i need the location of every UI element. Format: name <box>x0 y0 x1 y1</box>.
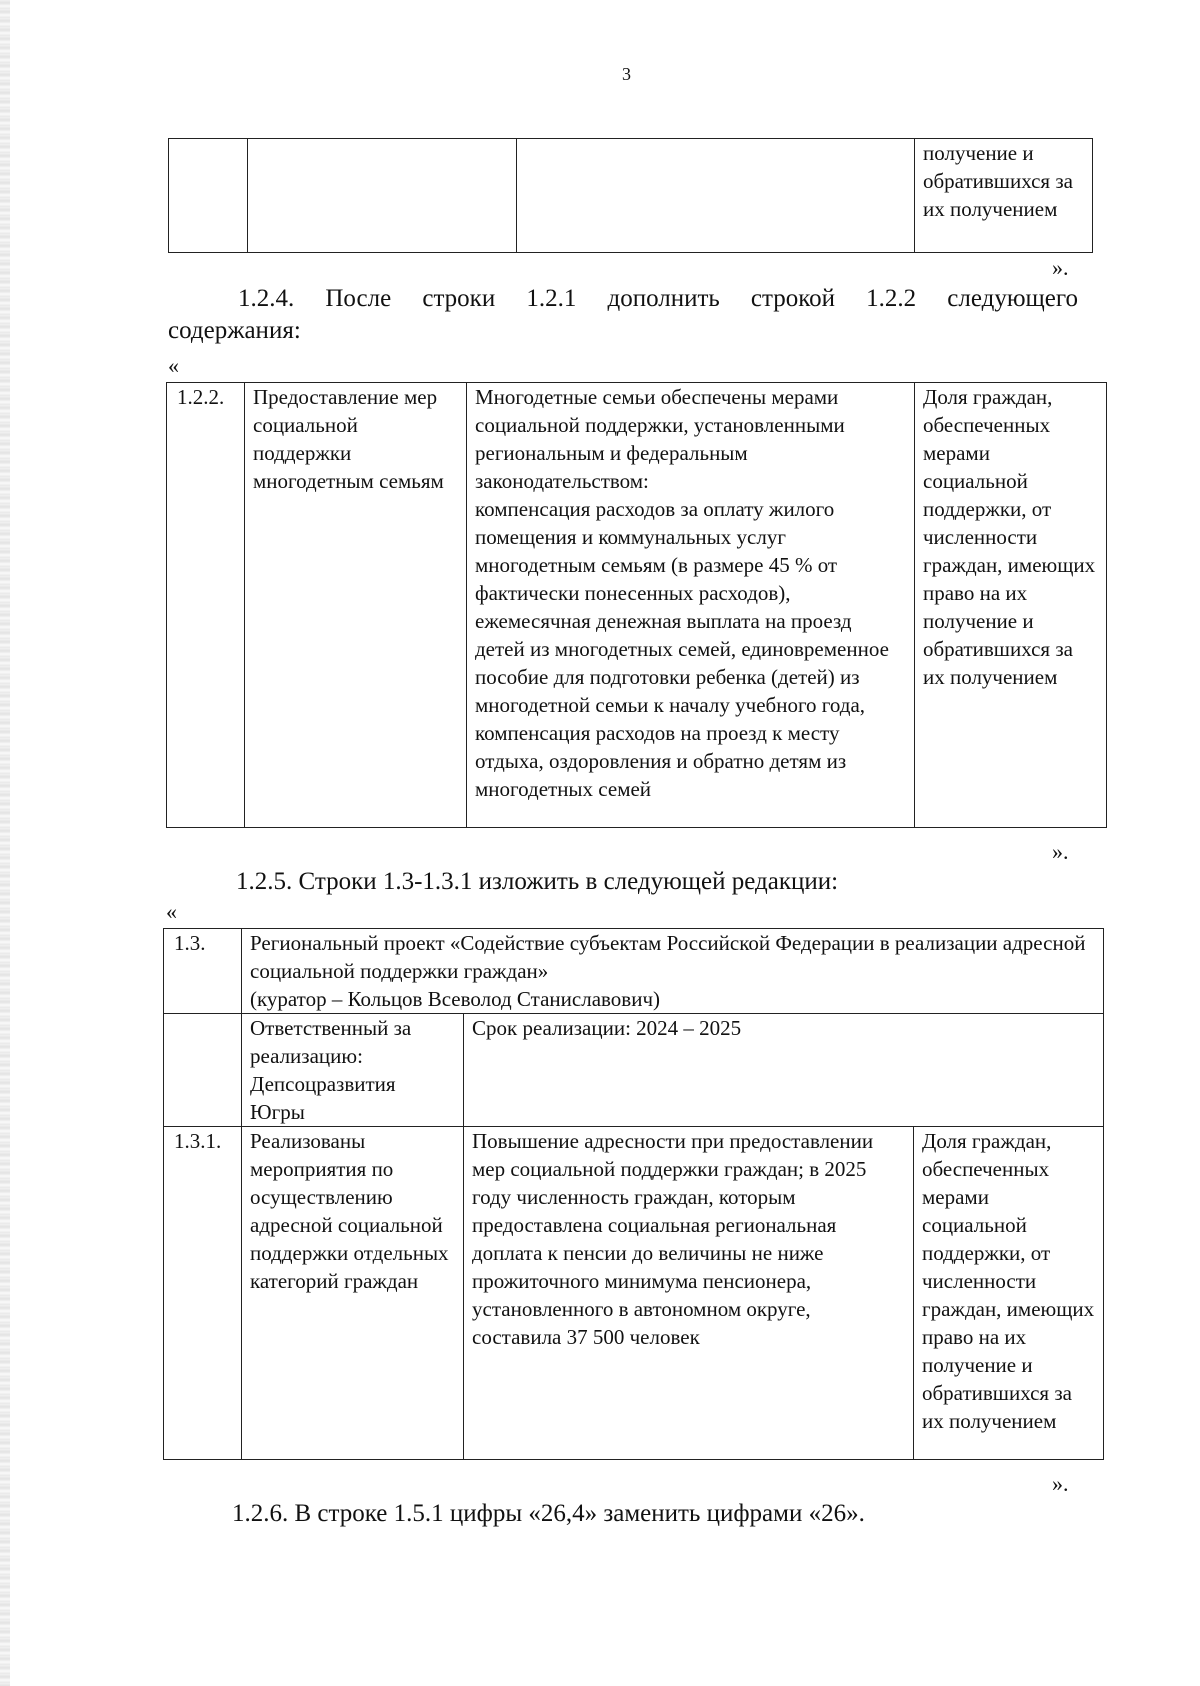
paragraph-1-2-6: 1.2.6. В строке 1.5.1 цифры «26,4» заменить цифрами «26». <box>232 1500 865 1527</box>
table-cell-empty <box>517 139 915 253</box>
table-cell-empty <box>169 139 248 253</box>
project-title: Региональный проект «Содействие субъектам Российской Федерации в реализации адресной социальной поддержки граждан» <box>250 931 1086 983</box>
table-row <box>169 139 1093 253</box>
table-row <box>164 1014 1104 1127</box>
page-number: 3 <box>622 64 631 84</box>
paragraph-line: содержания: <box>168 317 301 344</box>
result-text: Многодетные семьи обеспечены мерами социальной поддержки, установленными региональным и федеральным законодательством: <box>475 385 845 493</box>
row-number: 1.2.2. <box>167 383 245 828</box>
measure-name: Реализованы мероприятия по осуществлению адресной социальной поддержки отдельных категорий граждан <box>242 1127 464 1460</box>
indicator: Доля граждан, обеспеченных мерами социальной поддержки, от численности граждан, имеющих право на их получение и обратившихся за их получением <box>914 1127 1104 1460</box>
row-number: 1.3. <box>164 929 242 1014</box>
close-quote: ». <box>1052 1471 1069 1496</box>
table-rows-1-3 <box>163 928 1104 1460</box>
table-row <box>167 383 1107 828</box>
table-row <box>164 929 1104 1014</box>
table-cell-indicator: получение и обратившихся за их получением <box>915 139 1093 253</box>
close-quote: ». <box>1052 255 1069 280</box>
measure-result: Повышение адресности при предоставлении мер социальной поддержки граждан; в 2025 году численность граждан, которым предоставлена социальная региональная доплата к пенсии до величины не ниже прожиточного минимума пенсионера, установленного в автономном округе, составила 37 500 человек <box>464 1127 914 1460</box>
project-title-cell <box>242 929 1104 1014</box>
paragraph-line: 1.2.4. После строки 1.2.1 дополнить строкой 1.2.2 следующего <box>238 285 1078 312</box>
measure-name: Предоставление мер социальной поддержки многодетным семьям <box>245 383 467 828</box>
paragraph-1-2-4 <box>168 283 1078 347</box>
responsible: Ответственный за реализацию: Депсоцразвития Югры <box>242 1014 464 1127</box>
table-cell-empty <box>164 1014 242 1127</box>
table-row <box>164 1127 1104 1460</box>
result-detail: компенсация расходов за оплату жилого помещения и коммунальных услуг многодетным семьям (в размере 45 % от фактически понесенных расходов), ежемесячная денежная выплата на проезд детей из многодетных семей, единовременное пособие для подготовки ребенка (детей) из многодетной семьи к началу учебного года, компенсация расходов на проезд к месту отдыха, оздоровления и обратно детям из многодетных семей <box>475 497 889 801</box>
table-row-1-2-2 <box>166 382 1107 828</box>
open-quote: « <box>166 899 177 924</box>
table-cell-empty <box>248 139 517 253</box>
indicator: Доля граждан, обеспеченных мерами социальной поддержки, от численности граждан, имеющих право на их получение и обратившихся за их получением <box>915 383 1107 828</box>
close-quote: ». <box>1052 839 1069 864</box>
scan-edge <box>0 0 10 1686</box>
measure-result <box>467 383 915 828</box>
row-number: 1.3.1. <box>164 1127 242 1460</box>
open-quote: « <box>168 353 179 378</box>
implementation-term: Срок реализации: 2024 – 2025 <box>464 1014 1104 1127</box>
paragraph-1-2-5: 1.2.5. Строки 1.3-1.3.1 изложить в следующей редакции: <box>236 868 839 895</box>
project-curator: (куратор – Кольцов Всеволод Станиславович) <box>250 987 660 1011</box>
table-continuation <box>168 138 1093 253</box>
